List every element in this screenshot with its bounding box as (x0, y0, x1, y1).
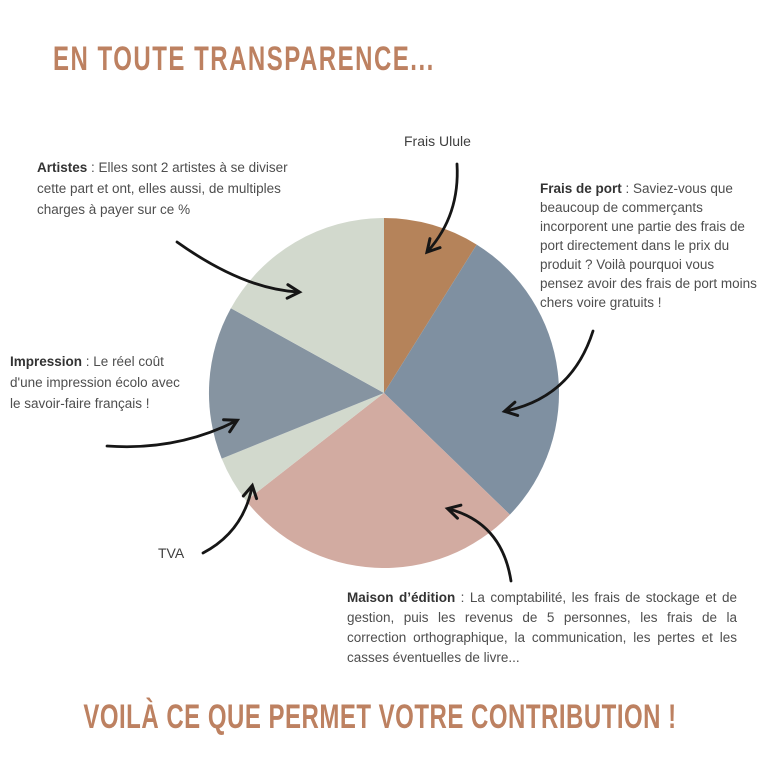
note-maison-text: La comptabilité, les frais de stockage et de gestion, puis les revenus de 5 personnes, les frais de la correction orthographique, la communication, les pertes et les casses éventuelles de livre... (347, 590, 737, 665)
label-frais-ulule: Frais Ulule (404, 133, 471, 149)
note-impression-text: Le réel coût d'une impression écolo avec le savoir-faire français ! (10, 354, 180, 411)
note-impression-label: Impression (10, 354, 83, 369)
note-impression: Impression : Le réel coût d'une impression écolo avec le savoir-faire français ! (10, 354, 180, 411)
note-frais-de-port-label: Frais de port (540, 181, 622, 196)
page-title: EN TOUTE TRANSPARENCE... (53, 40, 435, 79)
note-maison-label: Maison d’édition (347, 590, 456, 605)
note-artistes-text: Elles sont 2 artistes à se diviser cette part et ont, elles aussi, de multiples charges à payer sur ce % (37, 160, 288, 217)
note-frais-de-port-text: Saviez-vous que beaucoup de commerçants incorporent une partie des frais de port directement dans le prix du produit ? Voilà pourquoi vous pensez avoir des frais de port moins chers voire gratuits ! (540, 181, 757, 310)
pie-slices (209, 218, 559, 568)
note-maison-dedition: Maison d’édition : La comptabilité, les frais de stockage et de gestion, puis les revenus de 5 personnes, les frais de la correction orthographique, la communication, les pertes et les casses éventuelles de livre... (347, 590, 737, 665)
label-tva: TVA (158, 545, 185, 561)
footer-title: VOILÀ CE QUE PERMET VOTRE CONTRIBUTION ! (83, 698, 677, 737)
note-artistes: Artistes : Elles sont 2 artistes à se diviser cette part et ont, elles aussi, de multiples charges à payer sur ce % (37, 160, 288, 217)
note-frais-de-port: Frais de port : Saviez-vous que beaucoup de commerçants incorporent une partie des frais de port directement dans le prix du produit ? Voilà pourquoi vous pensez avoir des frais de port moins chers voire gratuits ! (540, 181, 757, 310)
note-artistes-label: Artistes (37, 160, 88, 175)
